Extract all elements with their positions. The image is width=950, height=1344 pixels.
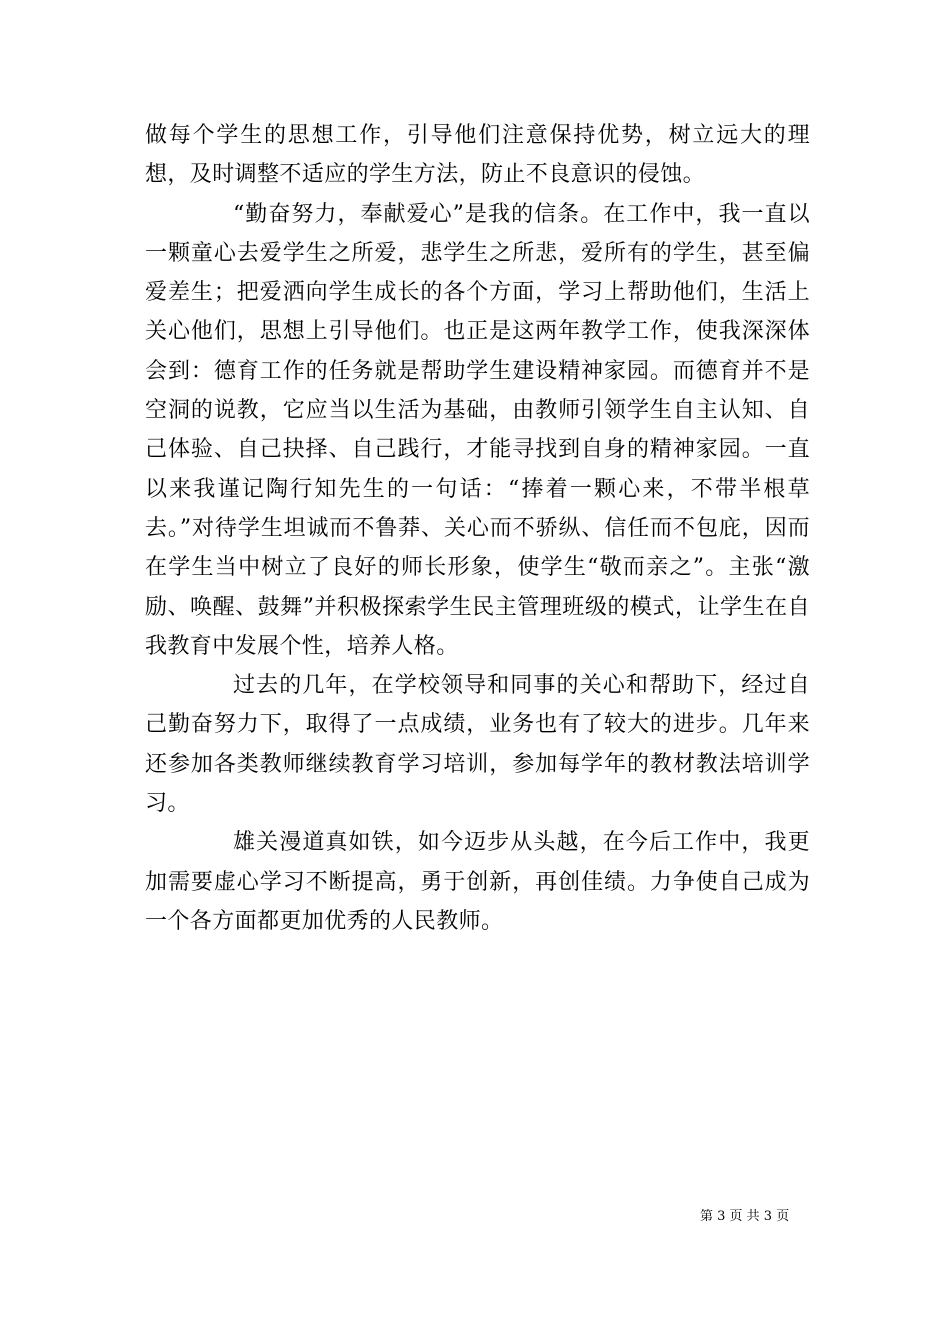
paragraph-4: 雄关漫道真如铁，如今迈步从头越，在今后工作中，我更加需要虚心学习不断提高，勇于创新，再创佳绩。力争使自己成为一个各方面都更加优秀的人民教师。 xyxy=(145,830,810,934)
page-number-footer: 第 3 页 共 3 页 xyxy=(700,1209,790,1224)
paragraph-3: 过去的几年，在学校领导和同事的关心和帮助下，经过自己勤奋努力下，取得了一点成绩，业务也有了较大的进步。几年来还参加各类教师继续教育学习培训，参加每学年的教材教法培训学习。 xyxy=(145,673,810,817)
paragraph-2: “勤奋努力，奉献爱心”是我的信条。在工作中，我一直以一颗童心去爱学生之所爱，悲学生之所悲，爱所有的学生，甚至偏爱差生；把爱洒向学生成长的各个方面，学习上帮助他们，生活上关心他们，思想上引导他们。也正是这两年教学工作，使我深深体会到：德育工作的任务就是帮助学生建设精神家园。而德育并不是空洞的说教，它应当以生活为基础，由教师引领学生自主认知、自己体验、自己抉择、自己践行，才能寻找到自身的精神家园。一直以来我谨记陶行知先生的一句话：“捧着一颗心来，不带半根草去。”对待学生坦诚而不鲁莽、关心而不骄纵、信任而不包庇，因而在学生当中树立了良好的师长形象，使学生“敬而亲之”。主张“激励、唤醒、鼓舞”并积极探索学生民主管理班级的模式，让学生在自我教育中发展个性，培养人格。 xyxy=(145,201,810,659)
paragraph-1: 做每个学生的思想工作，引导他们注意保持优势，树立远大的理想，及时调整不适应的学生方法，防止不良意识的侵蚀。 xyxy=(145,123,810,188)
document-body xyxy=(145,116,810,941)
